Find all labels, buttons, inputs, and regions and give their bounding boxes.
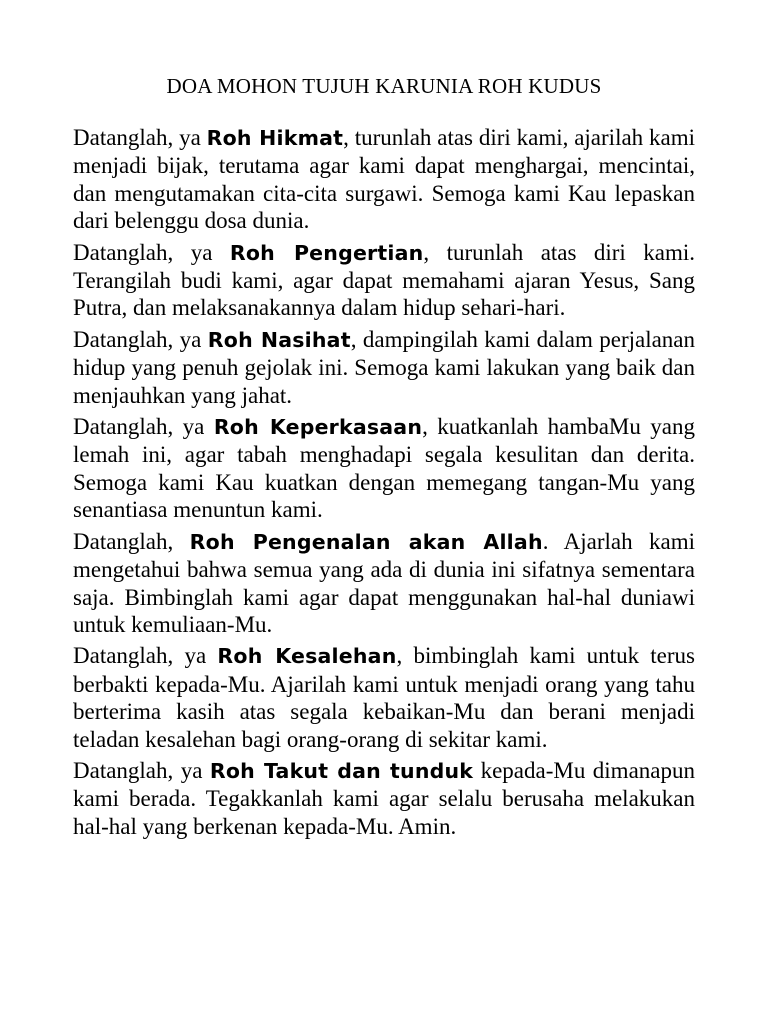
gift-name: Roh Hikmat <box>206 126 344 150</box>
paragraph-text: , kuatkanlah hambaMu yang lemah ini, agar tabah menghadapi segala kesulitan dan derita. Semoga kami Kau kuatkan dengan memegang tangan-Mu yang senantiasa menuntun kami. <box>73 414 695 523</box>
paragraph-text: Datanglah, ya <box>73 326 208 352</box>
gift-name: Roh Pengenalan akan Allah <box>189 529 543 554</box>
paragraph-text: Datanglah, ya <box>73 643 218 669</box>
paragraph-text: kepada-Mu dimanapun kami berada. Tegakkanlah kami agar selalu berusaha melakukan hal-hal yang berkenan kepada-Mu. Amin. <box>73 757 695 839</box>
paragraph-text: Datanglah, ya <box>73 239 230 265</box>
paragraph-text: Datanglah, ya <box>73 414 214 440</box>
document-title: DOA MOHON TUJUH KARUNIA ROH KUDUS <box>166 74 602 98</box>
paragraph-text: Datanglah, ya <box>73 125 207 150</box>
prayer-body <box>73 124 695 844</box>
paragraph-text: , turunlah atas diri kami, ajarilah kami menjadi bijak, terutama agar kami dapat menghargai, mencintai, dan mengutamakan cita-cita surgawi. Semoga kami Kau lepaskan dari belenggu dosa dunia. <box>73 125 695 234</box>
gift-name: Roh Pengertian <box>229 240 424 265</box>
paragraph-text: , turunlah atas diri kami. Terangilah budi kami, agar dapat memahami ajaran Yesus, Sang Putra, dan melaksanakannya dalam hidup sehari-hari. <box>73 239 695 321</box>
gift-name: Roh Kesalehan <box>217 644 397 669</box>
prayer-paragraph-kesalehan <box>73 642 695 753</box>
prayer-paragraph-nasihat <box>73 326 695 409</box>
gift-name: Roh Nasihat <box>207 327 351 352</box>
paragraph-text: , dampingilah kami dalam perjalanan hidup yang penuh gejolak ini. Semoga kami lakukan yang baik dan menjauhkan yang jahat. <box>73 326 696 408</box>
prayer-paragraph-pengertian <box>73 239 695 322</box>
prayer-paragraph-hikmat <box>73 124 695 235</box>
paragraph-text: Datanglah, <box>73 528 190 554</box>
paragraph-text: , bimbinglah kami untuk terus berbakti kepada-Mu. Ajarilah kami untuk menjadi orang yang tahu berterima kasih atas segala kebaikan-Mu dan berani menjadi teladan kesalehan bagi orang-orang di sekitar kami. <box>73 643 695 752</box>
paragraph-text: . Ajarlah kami mengetahui bahwa semua yang ada di dunia ini sifatnya sementara saja. Bimbinglah kami agar dapat menggunakan hal-hal duniawi untuk kemuliaan-Mu. <box>73 528 695 637</box>
prayer-paragraph-pengenalan <box>73 528 695 639</box>
gift-name: Roh Takut dan tunduk <box>209 758 474 783</box>
prayer-paragraph-takut <box>73 757 695 840</box>
paragraph-text: Datanglah, ya <box>73 757 210 783</box>
prayer-paragraph-keperkasaan <box>73 413 695 524</box>
gift-name: Roh Keperkasaan <box>213 415 423 440</box>
